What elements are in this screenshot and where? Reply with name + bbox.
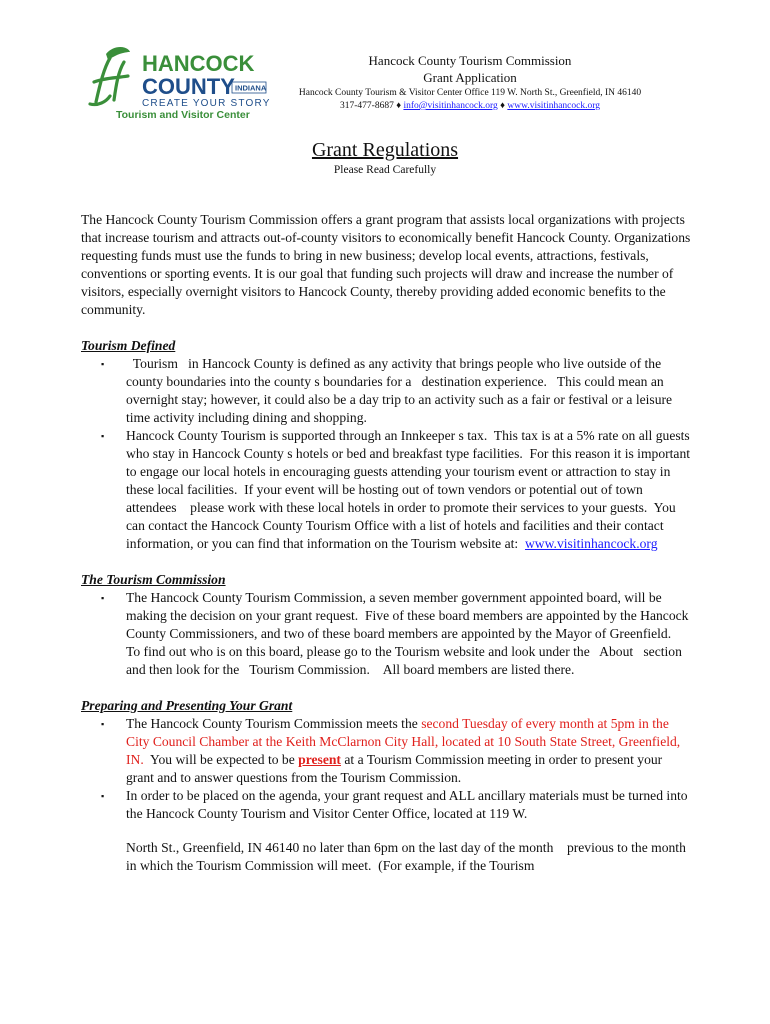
website-link[interactable]: www.visitinhancock.org xyxy=(507,101,600,111)
website-link[interactable]: www.visitinhancock.org xyxy=(524,536,658,551)
list-item-text: Tourism in Hancock County is defined as any activity that brings people who live outside of the county boundaries into the county s boundaries for a destination experience. This could mean an overnight stay; however, it could also be a day trip to an activity such as a fair or festival or a leisure time activity including dining and shopping. xyxy=(126,356,676,425)
present-emphasis: present xyxy=(298,752,341,767)
section-heading-commission: The Tourism Commission xyxy=(81,572,226,587)
list-item-text: Hancock County Tourism is supported through an Innkeeper s tax. This tax is at a 5% rate on all guests who stay in Hancock County s hotels or bed and breakfast type facilities. For this reason it is important to engage our local hotels in encouraging guests attending your tourism event or attraction to stay in these local facilities. If your event will be hosting out of town vendors or potential out of town attendees please work with these local hotels in order to promote their services to your guests. You can contact the Hancock County Tourism Office with a list of hotels and facilities and their contact information, or you can find that information on the Tourism website at: xyxy=(126,428,694,551)
commission-list xyxy=(81,589,691,679)
list-item xyxy=(81,355,691,427)
logo-line2: COUNTY xyxy=(142,74,235,99)
logo-state: INDIANA xyxy=(235,83,267,93)
tourism-defined-list xyxy=(81,355,694,553)
list-item xyxy=(81,787,691,823)
list-item-text: In order to be placed on the agenda, your grant request and ALL ancillary materials must be turned into the Hancock County Tourism and Visitor Center Office, located at 119 W. xyxy=(126,788,688,821)
preparing-list xyxy=(81,715,691,823)
logo-graphic xyxy=(84,44,274,120)
logo-tagline: CREATE YOUR STORY xyxy=(142,98,271,109)
continuation-paragraph: North St., Greenfield, IN 46140 no later than 6pm on the last day of the month previous to the month in which the Tourism Commission will meet. (For example, if the Tourism xyxy=(126,840,690,873)
bullet-icon: ▪ xyxy=(101,791,105,801)
list-item xyxy=(81,715,691,787)
form-name: Grant Application xyxy=(423,70,517,85)
list-item xyxy=(81,589,691,679)
bullet-icon: ▪ xyxy=(101,431,105,441)
list-item xyxy=(81,427,694,553)
contact-line xyxy=(270,100,670,113)
logo-line1: HANCOCK xyxy=(142,51,255,76)
phone-number: 317-477-8687 xyxy=(340,101,394,111)
email-link[interactable]: info@visitinhancock.org xyxy=(403,101,498,111)
title-block xyxy=(0,138,770,176)
page-title: Grant Regulations xyxy=(311,139,459,161)
list-item-text: at a Tourism Commission meeting in order to present your grant and to answer questions from the Tourism Commission. xyxy=(126,752,663,785)
script-h-icon xyxy=(90,58,128,105)
hancock-county-logo xyxy=(84,44,274,120)
diamond-icon: ♦ xyxy=(500,101,505,111)
meeting-info-highlight: second Tuesday of every month at 5pm in the City Council Chamber at the Keith McClarnon City Hall, located at 10 South State Street, Greenfield, IN. xyxy=(126,716,681,767)
section-heading-preparing: Preparing and Presenting Your Grant xyxy=(81,698,293,713)
intro-paragraph: The Hancock County Tourism Commission offers a grant program that assists local organizations with projects that increase tourism and attracts out-of-county visitors to economically benefit Hancock County. Organizations requesting funds must use the funds to bring in new business; develop local events, attractions, festivals, conventions or sporting events. It is our goal that funding such projects will draw and increase the number of visitors, especially overnight visitors to Hancock County, thereby providing added economic benefits to the community. xyxy=(81,212,691,317)
logo-sub: Tourism and Visitor Center xyxy=(116,109,250,120)
document-body xyxy=(81,211,694,875)
list-item-text: The Hancock County Tourism Commission meets the xyxy=(126,716,422,731)
office-address: Hancock County Tourism & Visitor Center Office 119 W. North St., Greenfield, IN 46140 xyxy=(298,88,642,98)
page-subtitle: Please Read Carefully xyxy=(333,164,437,176)
section-heading-tourism-defined: Tourism Defined xyxy=(81,338,176,353)
bullet-icon: ▪ xyxy=(101,593,105,603)
letterhead xyxy=(270,52,670,113)
list-item-text: You will be expected to be xyxy=(143,752,299,767)
bullet-icon: ▪ xyxy=(101,359,105,369)
list-item-text: The Hancock County Tourism Commission, a seven member government appointed board, will be making the decision on your grant request. Five of these board members are appointed by the Hancock County Commissioners, and two of these board members are appointed by the Mayor of Greenfield. To find out who is on this board, please go to the Tourism website and look under the About section and then look for the Tourism Commission. All board members are listed there. xyxy=(126,590,692,677)
org-name: Hancock County Tourism Commission xyxy=(368,53,572,68)
diamond-icon: ♦ xyxy=(396,101,402,111)
bullet-icon: ▪ xyxy=(101,719,105,729)
